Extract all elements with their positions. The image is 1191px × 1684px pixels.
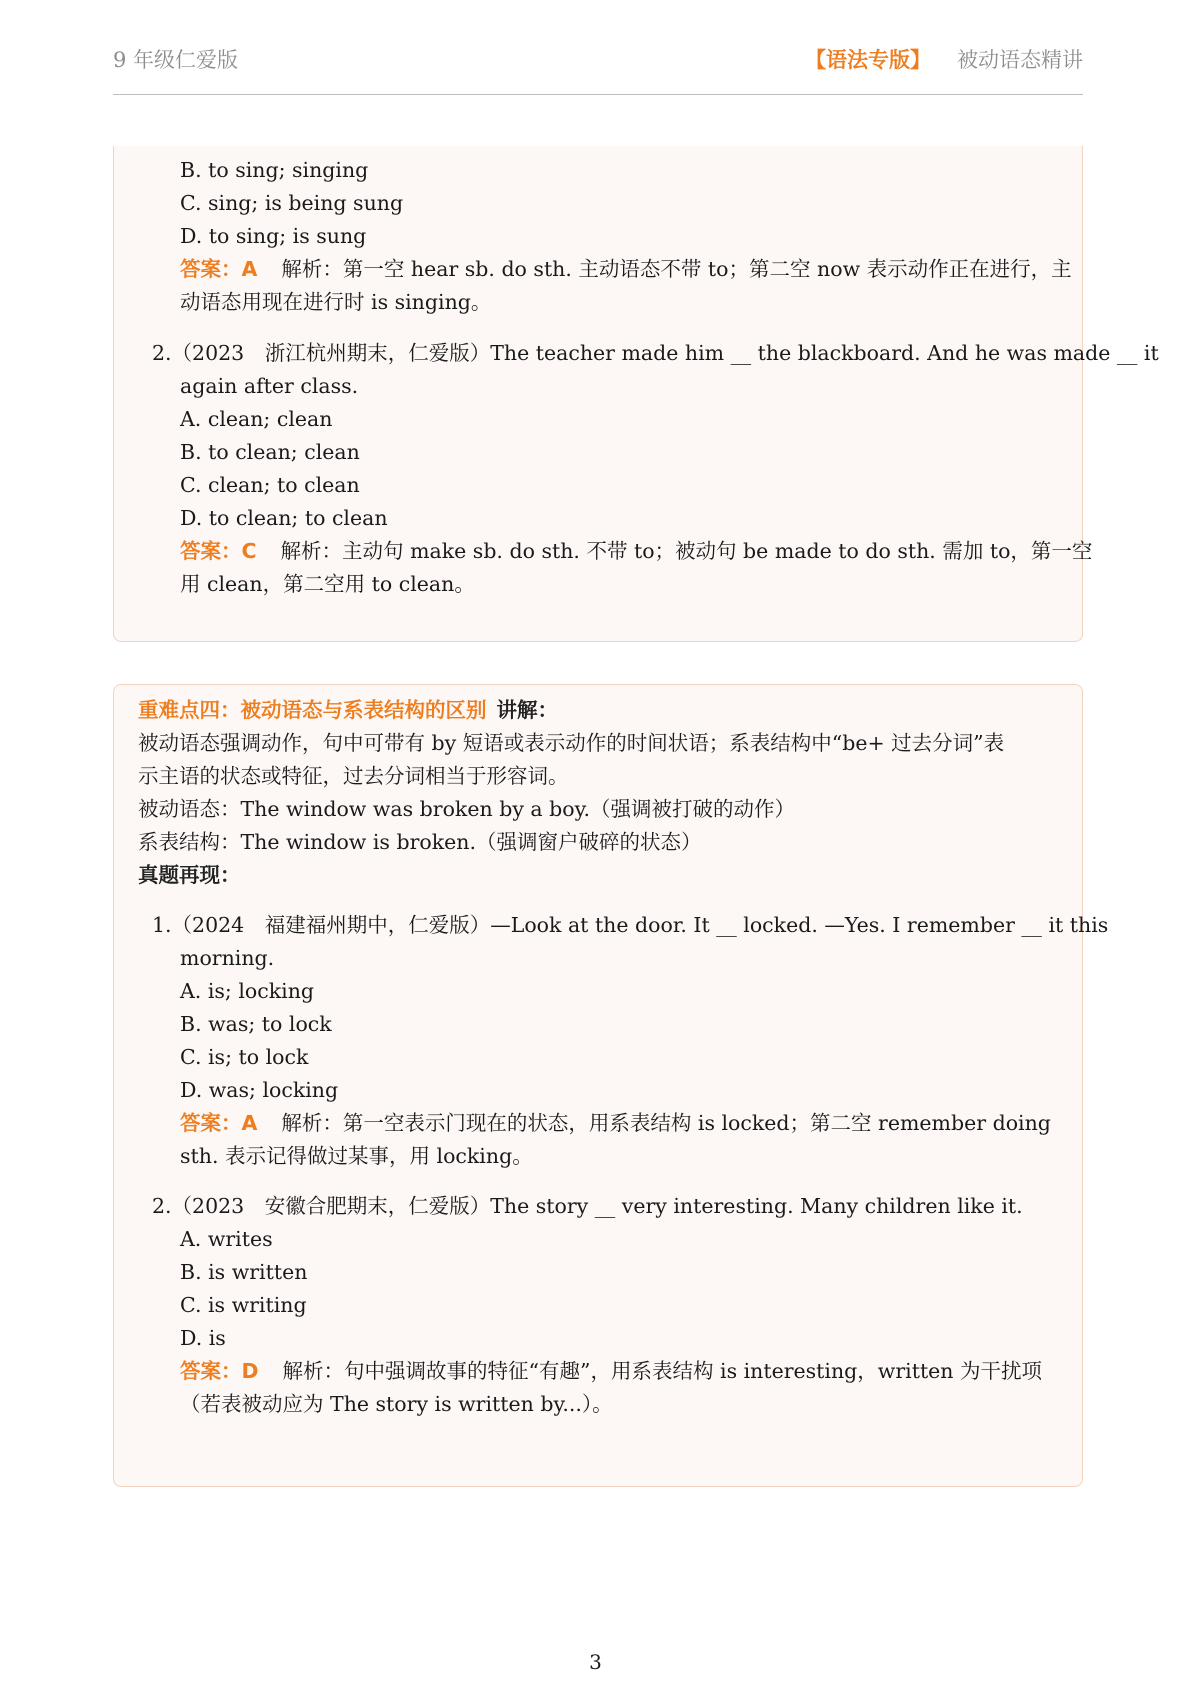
analysis-text: 解析：第一空 hear sb. do sth. 主动语态不带 to；第二空 now 表示动作正在进行，主 <box>281 257 1072 281</box>
analysis-text: 解析：句中强调故事的特征“有趣”，用系表结构 is interesting，written 为干扰项 <box>282 1359 1043 1383</box>
question-stem: 1.（2024 福建福州期中，仁爱版）—Look at the door. It __ locked. —Yes. I remember __ it this <box>152 913 1109 937</box>
option-d: D. is <box>180 1326 226 1350</box>
example-linking: 系表结构：The window is broken.（强调窗户破碎的状态） <box>138 830 702 854</box>
explanation-text-continued: 示主语的状态或特征，过去分词相当于形容词。 <box>138 764 569 788</box>
answer-line <box>180 537 1092 565</box>
option-d: D. to clean; to clean <box>180 506 388 530</box>
answer-label: 答案：A <box>180 257 258 281</box>
answer-line <box>180 1357 1042 1385</box>
answer-line <box>180 1109 1051 1137</box>
explanation-text: 被动语态强调动作，句中可带有 by 短语或表示动作的时间状语；系表结构中“be+ 过去分词”表 <box>138 731 1005 755</box>
grade-label: 9 年级仁爱版 <box>113 48 239 72</box>
real-exam-label: 真题再现： <box>138 863 241 887</box>
key-point-box <box>113 684 1109 1487</box>
explain-label: 讲解： <box>496 698 558 722</box>
option-a: A. writes <box>180 1227 273 1251</box>
answer-label: 答案：A <box>180 1111 258 1135</box>
answer-label: 答案：D <box>180 1359 259 1383</box>
analysis-text: 解析：第一空表示门现在的状态，用系表结构 is locked；第二空 remember doing <box>281 1111 1051 1135</box>
question-stem: 2.（2023 安徽合肥期末，仁爱版）The story __ very interesting. Many children like it. <box>152 1194 1023 1218</box>
option-c: C. clean; to clean <box>180 473 360 497</box>
page-header <box>113 44 1083 74</box>
section-title: 重难点四：被动语态与系表结构的区别 <box>138 698 487 722</box>
answer-line <box>180 255 1072 283</box>
question-stem: 2.（2023 浙江杭州期末，仁爱版）The teacher made him __ the blackboard. And he was made __ it <box>152 341 1159 365</box>
question-box-continued <box>113 146 1159 642</box>
option-d: D. to sing; is sung <box>180 224 367 248</box>
option-c: C. is; to lock <box>180 1045 309 1069</box>
analysis-continued: 用 clean，第二空用 to clean。 <box>180 572 475 596</box>
section-heading <box>138 696 558 724</box>
question-stem-continued: again after class. <box>180 374 359 398</box>
option-c: C. is writing <box>180 1293 307 1317</box>
option-c: C. sing; is being sung <box>180 191 404 215</box>
option-b: B. was; to lock <box>180 1012 332 1036</box>
analysis-continued: （若表被动应为 The story is written by...）。 <box>180 1392 613 1416</box>
option-a: A. is; locking <box>180 979 315 1003</box>
analysis-text: 解析：主动句 make sb. do sth. 不带 to；被动句 be made to do sth. 需加 to，第一空 <box>280 539 1093 563</box>
analysis-continued: sth. 表示记得做过某事，用 locking。 <box>180 1144 533 1168</box>
answer-label: 答案：C <box>180 539 257 563</box>
header-divider <box>113 94 1083 95</box>
option-b: B. to sing; singing <box>180 158 369 182</box>
option-a: A. clean; clean <box>180 407 333 431</box>
example-passive: 被动语态：The window was broken by a boy.（强调被打破的动作） <box>138 797 796 821</box>
edition-tag: 【语法专版】 <box>805 48 931 72</box>
question-stem-continued: morning. <box>180 946 275 970</box>
option-b: B. to clean; clean <box>180 440 360 464</box>
document-title: 被动语态精讲 <box>957 48 1083 72</box>
header-right <box>805 44 1083 74</box>
page-number: 3 <box>589 1650 602 1674</box>
option-d: D. was; locking <box>180 1078 339 1102</box>
option-b: B. is written <box>180 1260 308 1284</box>
analysis-continued: 动语态用现在进行时 is singing。 <box>180 290 492 314</box>
